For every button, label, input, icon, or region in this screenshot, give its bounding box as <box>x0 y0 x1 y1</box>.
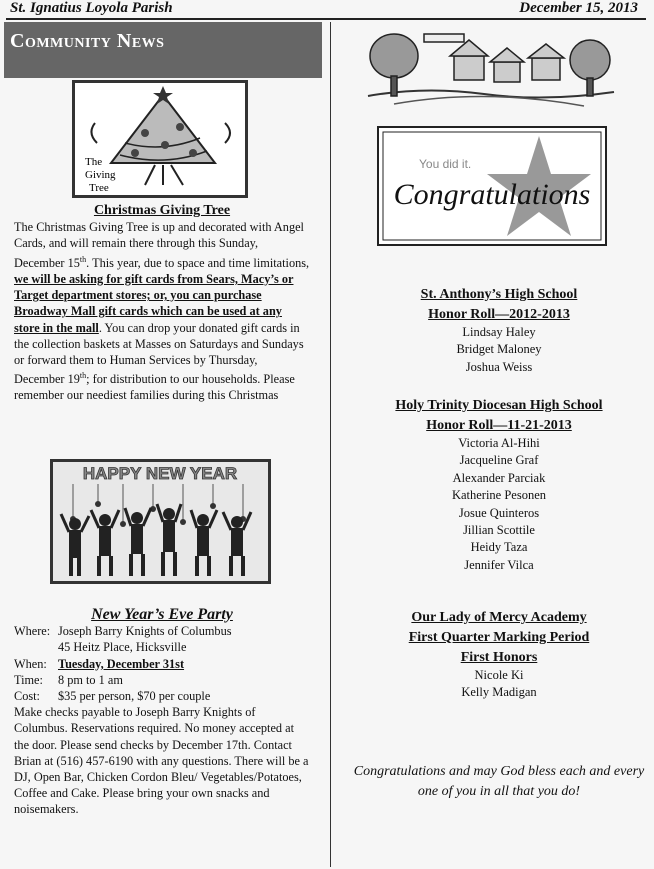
congrats-small-text: You did it. <box>419 157 472 171</box>
body-text: . This year, due to space and time limitations, <box>86 255 310 270</box>
issue-date: December 15, 2013 <box>519 0 638 16</box>
honor-name: Alexander Parciak <box>452 470 546 485</box>
closing-message: Congratulations and may God bless each and every one of you in all that you do! <box>353 764 645 799</box>
honor-name: Nicole Ki <box>474 668 524 682</box>
page-header <box>6 0 646 20</box>
superscript: th <box>79 371 87 381</box>
honor-name: Kelly Madigan <box>461 685 537 700</box>
giving-tree-article <box>14 203 310 404</box>
parish-name: St. Ignatius Loyola Parish <box>10 0 173 16</box>
star-icon <box>379 128 605 244</box>
section-title: Community News <box>10 30 165 52</box>
celebration-icon <box>53 462 268 581</box>
party-details: Make checks payable to Joseph Barry Knights of Columbus. Reservations required. No money accepted at the door. Please send checks by December 17th. Contact Brian at (516) 457-6190 with any questions. There will be a DJ, Open Bar, Chicken Cordon Bleu/ Vegetables/Potatoes, Coffee and Cake. Please bring your own snacks and noisemakers. <box>14 705 309 817</box>
honor-name: Heidy Taza <box>470 540 528 555</box>
where-address: 45 Heitz Place, Hicksville <box>58 640 187 655</box>
party-where-row <box>14 623 310 639</box>
honor-name: Jennifer Vilca <box>464 557 534 572</box>
st-anthony-names <box>344 324 654 376</box>
when-value: Tuesday, December 31st <box>58 656 185 671</box>
honor-name: Josue Quinteros <box>458 505 540 520</box>
where-value: Joseph Barry Knights of Columbus <box>58 624 232 639</box>
superscript: th <box>79 254 87 264</box>
town-illustration <box>364 26 618 110</box>
honor-name: Katherine Pesonen <box>451 488 547 503</box>
time-label: Time: <box>14 672 43 687</box>
body-text: . You can drop your donated gift cards in the collection baskets at Masses on Saturdays and Sundays or forward them to Human Services by Thursday, December 19 <box>14 320 304 387</box>
body-text: The Christmas Giving Tree is up and decorated with Angel Cards, and will remain there through this Sunday, December 15 <box>14 220 304 270</box>
party-when-row <box>14 656 310 672</box>
honor-name: Bridget Maloney <box>456 342 542 357</box>
party-article <box>14 607 310 818</box>
holy-trinity-subtitle: Honor Roll—11-21-2013 <box>426 418 572 433</box>
town-icon <box>364 26 618 110</box>
holy-trinity-title: Holy Trinity Diocesan High School <box>395 398 603 413</box>
image-caption-3: Tree <box>89 182 109 194</box>
time-value: 8 pm to 1 am <box>58 672 123 687</box>
mercy-subtitle: First Quarter Marking Period <box>408 630 590 645</box>
st-anthony-title: St. Anthony’s High School <box>420 287 578 302</box>
image-caption-1: The <box>85 156 103 168</box>
honor-name: Joshua Weiss <box>465 359 533 374</box>
giving-tree-body <box>14 219 310 403</box>
cost-value: $35 per person, $70 per couple <box>58 689 211 704</box>
when-label: When: <box>14 656 47 671</box>
christmas-tree-icon <box>75 83 245 195</box>
image-caption-2: Giving <box>85 169 116 181</box>
honor-name: Jillian Scottile <box>463 523 535 538</box>
party-cost-row <box>14 688 310 704</box>
holy-trinity-names <box>344 435 654 574</box>
honor-name: Victoria Al-Hihi <box>458 436 540 450</box>
giving-tree-image <box>72 80 248 198</box>
giving-tree-title: Christmas Giving Tree <box>93 203 231 218</box>
section-heading <box>4 22 322 78</box>
st-anthony-subtitle: Honor Roll—2012-2013 <box>428 307 570 322</box>
cost-label: Cost: <box>14 689 40 704</box>
gift-card-request: we will be asking for gift cards from Sears, Macy’s or Target department stores; or, you can purchase Broadway Mall gift cards which can be used at any store in the mall <box>14 271 294 335</box>
honor-name: Lindsay Haley <box>462 325 536 339</box>
party-where-row-2 <box>14 639 310 655</box>
column-divider <box>330 22 331 867</box>
congratulations-image <box>377 126 607 246</box>
mercy-names <box>344 667 654 702</box>
honor-name: Jacqueline Graf <box>459 453 539 468</box>
party-time-row <box>14 672 310 688</box>
where-label: Where: <box>14 624 51 639</box>
mercy-title: Our Lady of Mercy Academy <box>411 610 587 625</box>
banner-text: HAPPY NEW YEAR <box>82 464 238 483</box>
new-year-image <box>50 459 271 584</box>
party-title: New Year’s Eve Party <box>91 606 233 623</box>
mercy-subtitle-2: First Honors <box>460 650 538 665</box>
congrats-big-text: Congratulations <box>393 178 591 211</box>
body-text: ; for distribution to our households. Please remember our neediest families during this Christmas <box>14 372 295 403</box>
